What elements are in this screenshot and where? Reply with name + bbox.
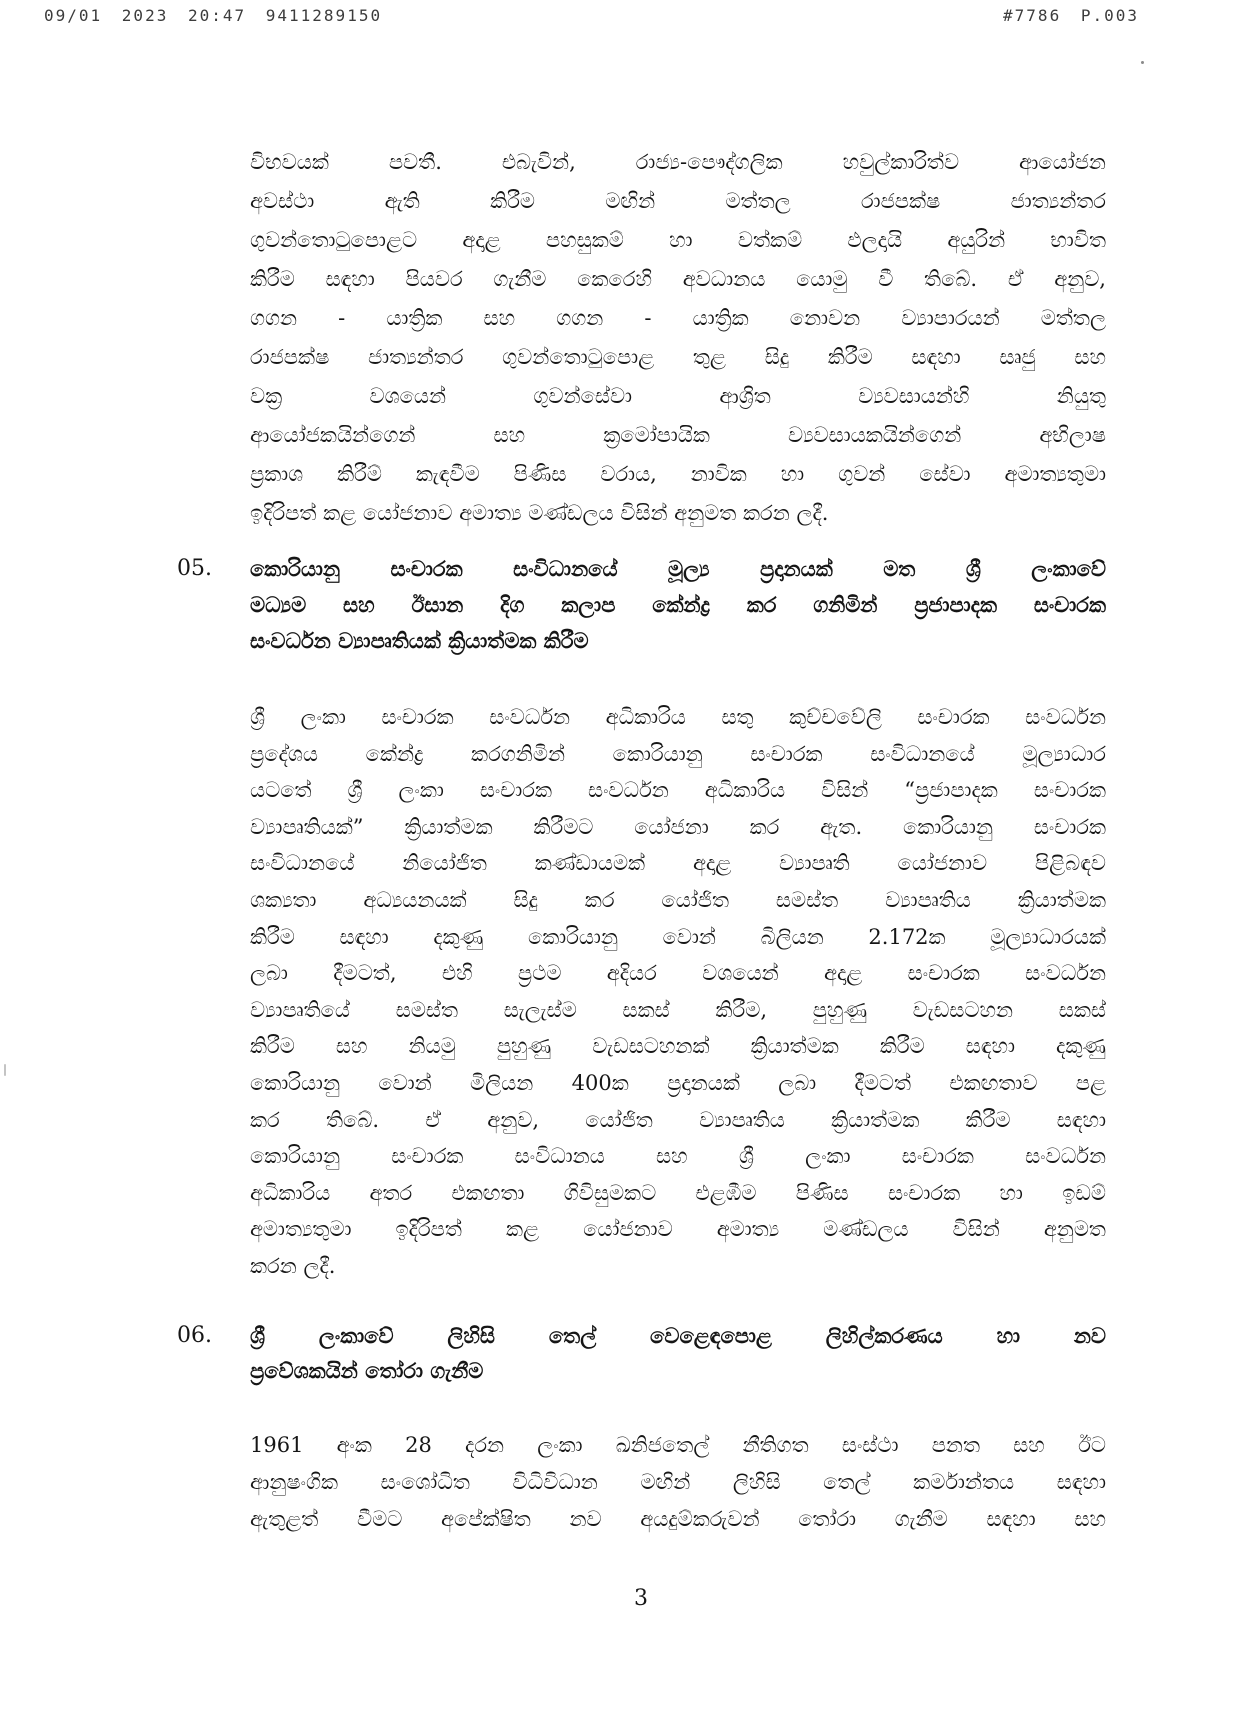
- section-heading: [250, 1318, 1106, 1388]
- paragraph-line: ආයෝජකයින්ගෙන් සහ ක්‍රමෝපායික ව්‍යවසායකයින්ගෙන් අභිලාෂ: [250, 423, 1106, 447]
- heading-line: ශ්‍රී ලංකාවේ ලිහිසි තෙල් වෙළෙඳපොළ ලිහිල්කරණය හා නව: [250, 1323, 1106, 1348]
- paragraph-line: අධිකාරිය අතර එකඟතා ගිවිසුමකට එළඹීම පිණිස සංචාරක හා ඉඩම්: [250, 1180, 1106, 1205]
- heading-line: ප්‍රවේශකයින් තෝරා ගැනීම: [250, 1358, 484, 1383]
- paragraph-line: අමාත්‍යතුමා ඉදිරිපත් කළ යෝජනාව අමාත්‍ය මණ්ඩලය විසින් අනුමත: [250, 1217, 1106, 1242]
- page-number: 3: [634, 1586, 648, 1611]
- paragraph-line: ශ්‍රී ලංකා සංචාරක සංවර්ධන අධිකාරිය සතු කුච්චවේලි සංචාරක සංවර්ධන: [250, 705, 1106, 729]
- paragraph-line: ඉදිරිපත් කළ යෝජනාව අමාත්‍ය මණ්ඩලය විසින් අනුමත කරන ලදී.: [250, 501, 829, 525]
- section-number: 06.: [177, 1323, 212, 1348]
- paragraph-line: කොරියානු වොන් මිලියන 400ක ප්‍රදානයක් ලබා දීමටත් එකඟතාව පළ: [250, 1070, 1106, 1095]
- section-body: [250, 1427, 1106, 1538]
- section-number: 05.: [177, 556, 212, 581]
- paragraph-line: විභවයක් පවතී. එබැවින්, රාජ්‍ය-පෞද්ගලික හවුල්කාරිත්ව ආයෝජන: [250, 150, 1106, 174]
- paragraph-line: ව්‍යාපෘතියේ සමස්ත සැලැස්ම සකස් කිරීම, පුහුණු වැඩසටහන සකස්: [250, 997, 1106, 1022]
- paragraph-line: ආනුෂංගික සංශෝධිත විධිවිධාන මඟින් ලිහිසි තෙල් කර්මාන්තය සඳහා: [250, 1470, 1106, 1494]
- paragraph-line: ගුවන්තොටුපොළට අදාළ පහසුකම් හා වත්කම් ඵලදායි අයුරින් භාවිත: [250, 228, 1106, 252]
- paragraph-line: කරන ලදී.: [250, 1253, 336, 1278]
- scan-speck: [1141, 61, 1144, 64]
- intro-paragraph: [250, 143, 1106, 533]
- paragraph-line: අවස්ථා ඇති කිරීම මඟින් මත්තල රාජපක්ෂ ජාත්‍යන්තර: [250, 189, 1106, 213]
- fax-header-timestamp: 09/01 2023 20:47 9411289150: [44, 6, 383, 25]
- paragraph-line: 1961 අංක 28 දරන ලංකා ඛනිජතෙල් නීතිගත සංස්ථා පනත සහ ඊට: [250, 1433, 1106, 1457]
- paragraph-line: ඇතුළත් වීමට අපේක්ෂිත නව අයදුම්කරුවන් තෝරා ගැනීම සඳහා සහ: [250, 1507, 1106, 1531]
- paragraph-line: කර තිබේ. ඒ අනුව, යෝජිත ව්‍යාපෘතිය ක්‍රියාත්මක කිරීම සඳහා: [250, 1107, 1106, 1132]
- paragraph-line: ශක්‍යතා අධ්‍යයනයක් සිදු කර යෝජිත සමස්ත ව්‍යාපෘතිය ක්‍රියාත්මක: [250, 887, 1106, 912]
- paragraph-line: ව්‍යාපෘතියක්” ක්‍රියාත්මක කිරීමට යෝජනා කර ඇත. කොරියානු සංචාරක: [250, 814, 1106, 839]
- paragraph-line: යටතේ ශ්‍රී ලංකා සංචාරක සංවර්ධන අධිකාරිය විසින් “ප්‍රජාපාදක සංචාරක: [250, 778, 1106, 803]
- fax-header-page-ref: #7786 P.003: [1003, 6, 1139, 25]
- paragraph-line: කොරියානු සංචාරක සංවිධානය සහ ශ්‍රී ලංකා සංචාරක සංවර්ධන: [250, 1144, 1106, 1169]
- paragraph-line: ලබා දීමටත්, එහි ප්‍රථම අදියර වශයෙන් අදාළ සංචාරක සංවර්ධන: [250, 961, 1106, 986]
- paragraph-line: කිරීම සහ නියමු පුහුණු වැඩසටහනක් ක්‍රියාත්මක කිරීම සඳහා දකුණු: [250, 1034, 1106, 1059]
- section-body: [250, 699, 1106, 1285]
- paragraph-line: සංවිධානයේ නියෝජිත කණ්ඩායමක් අදාළ ව්‍යාපෘති යෝජනාව පිළිබඳව: [250, 851, 1106, 876]
- paragraph-line: රාජපක්ෂ ජාත්‍යන්තර ගුවන්තොටුපොළ තුළ සිදු කිරීම සඳහා සෘජු සහ: [250, 345, 1106, 369]
- heading-line: මධ්‍යම සහ ඊසාන දිග කලාප කේන්ද්‍ර කර ගනිමින් ප්‍රජාපාදක සංචාරක: [250, 592, 1106, 617]
- heading-line: සංවර්ධන ව්‍යාපෘතියක් ක්‍රියාත්මක කිරීම: [250, 628, 589, 653]
- paragraph-line: ගගන - යාත්‍රික සහ ගගන - යාත්‍රික නොවන ව්‍යාපාරයන් මත්තල: [250, 306, 1106, 330]
- section-heading: [250, 551, 1106, 659]
- paragraph-line: කිරීම සඳහා දකුණු කොරියානු වොන් බිලියන 2.172ක මූල්‍යාධාරයක්: [250, 924, 1106, 949]
- paragraph-line: ප්‍රකාශ කිරීම් කැඳවීම පිණිස වරාය, නාවික හා ගුවන් සේවා අමාත්‍යතුමා: [250, 462, 1106, 486]
- paragraph-line: කිරීම සඳහා පියවර ගැනීම කෙරෙහි අවධානය යොමු වී තිබේ. ඒ අනුව,: [250, 267, 1106, 291]
- paragraph-line: වක්‍ර වශයෙන් ගුවන්සේවා ආශ්‍රිත ව්‍යවසායන්හි නියුතු: [250, 384, 1106, 408]
- heading-line: කොරියානු සංචාරක සංවිධානයේ මූල්‍ය ප්‍රදානයක් මත ශ්‍රී ලංකාවේ: [250, 556, 1106, 581]
- paragraph-line: ප්‍රදේශය කේන්ද්‍ර කරගනිමින් කොරියානු සංචාරක සංවිධානයේ මූල්‍යාධාර: [250, 741, 1106, 766]
- scan-speck: [4, 1064, 6, 1076]
